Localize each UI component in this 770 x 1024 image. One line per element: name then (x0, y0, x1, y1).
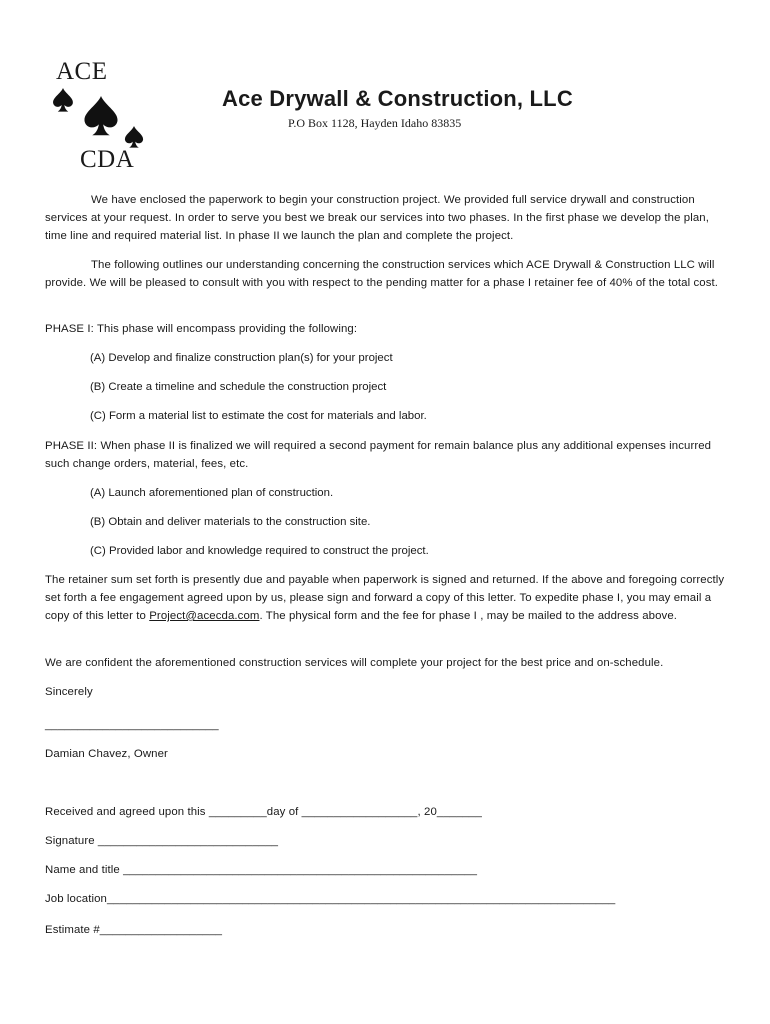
company-address: P.O Box 1128, Hayden Idaho 83835 (288, 116, 462, 130)
signature-field[interactable]: Signature ____________________________ (45, 835, 279, 847)
phase2-heading: PHASE II: When phase II is finalized we will required a second payment for remain balance plus any additional expenses incurred such change orders, material, fees, etc. (45, 440, 712, 470)
phase2-item-c: (C) Provided labor and knowledge required to construct the project. (90, 545, 429, 557)
retainer-paragraph (45, 571, 725, 625)
logo-ace-text: ACE (56, 58, 108, 85)
signature-line: ___________________________ (45, 719, 219, 731)
job-location-field[interactable]: Job location_______________________________________________________________________________ (45, 893, 616, 905)
closing-text: Sincerely (45, 686, 93, 698)
phase2-item-a: (A) Launch aforementioned plan of construction. (90, 487, 334, 499)
phase1-heading: PHASE I: This phase will encompass providing the following: (45, 323, 358, 335)
logo-cda-text: CDA (80, 146, 135, 173)
email-link[interactable]: Project@acecda.com (149, 610, 260, 622)
signer-name: Damian Chavez, Owner (45, 748, 168, 760)
phase1-item-a: (A) Develop and finalize construction plan(s) for your project (90, 352, 393, 364)
intro-paragraph: We have enclosed the paperwork to begin your construction project. We provided full service drywall and construction services at your request. In order to serve you best we break our services into two phases. In the first phase we develop the plan, time line and required material list. In phase II we launch the plan and complete the project. (45, 194, 709, 242)
outline-paragraph: The following outlines our understanding concerning the construction services which ACE Drywall & Construction LLC will provide. We will be pleased to consult with you with respect to the pending matter for a phase I retainer fee of 40% of the total cost. (45, 259, 719, 289)
retainer-text-start: The retainer sum set forth is presently due and payable when paperwork is signed and returned. If the above and foregoing correctly set forth a fee engagement agreed upon by us, please sign and forward a copy of this letter. To expedite phase I, you may email a copy of this letter to (45, 574, 725, 622)
phase2-item-b: (B) Obtain and deliver materials to the construction site. (90, 516, 371, 528)
phase1-item-b: (B) Create a timeline and schedule the construction project (90, 381, 387, 393)
spade-icon-large (82, 96, 120, 136)
company-logo (52, 58, 152, 178)
estimate-field[interactable]: Estimate #___________________ (45, 924, 223, 936)
name-title-field[interactable]: Name and title _______________________________________________________ (45, 864, 478, 876)
company-title: Ace Drywall & Construction, LLC (222, 86, 573, 111)
confident-paragraph: We are confident the aforementioned construction services will complete your project for the best price and on-schedule. (45, 657, 664, 669)
retainer-text-end: . The physical form and the fee for phase I , may be mailed to the address above. (259, 610, 678, 622)
received-field[interactable]: Received and agreed upon this _________day of __________________, 20_______ (45, 806, 482, 818)
phase1-item-c: (C) Form a material list to estimate the cost for materials and labor. (90, 410, 427, 422)
spade-icon-small-left (52, 88, 74, 112)
spade-icon-small-right (124, 126, 144, 148)
